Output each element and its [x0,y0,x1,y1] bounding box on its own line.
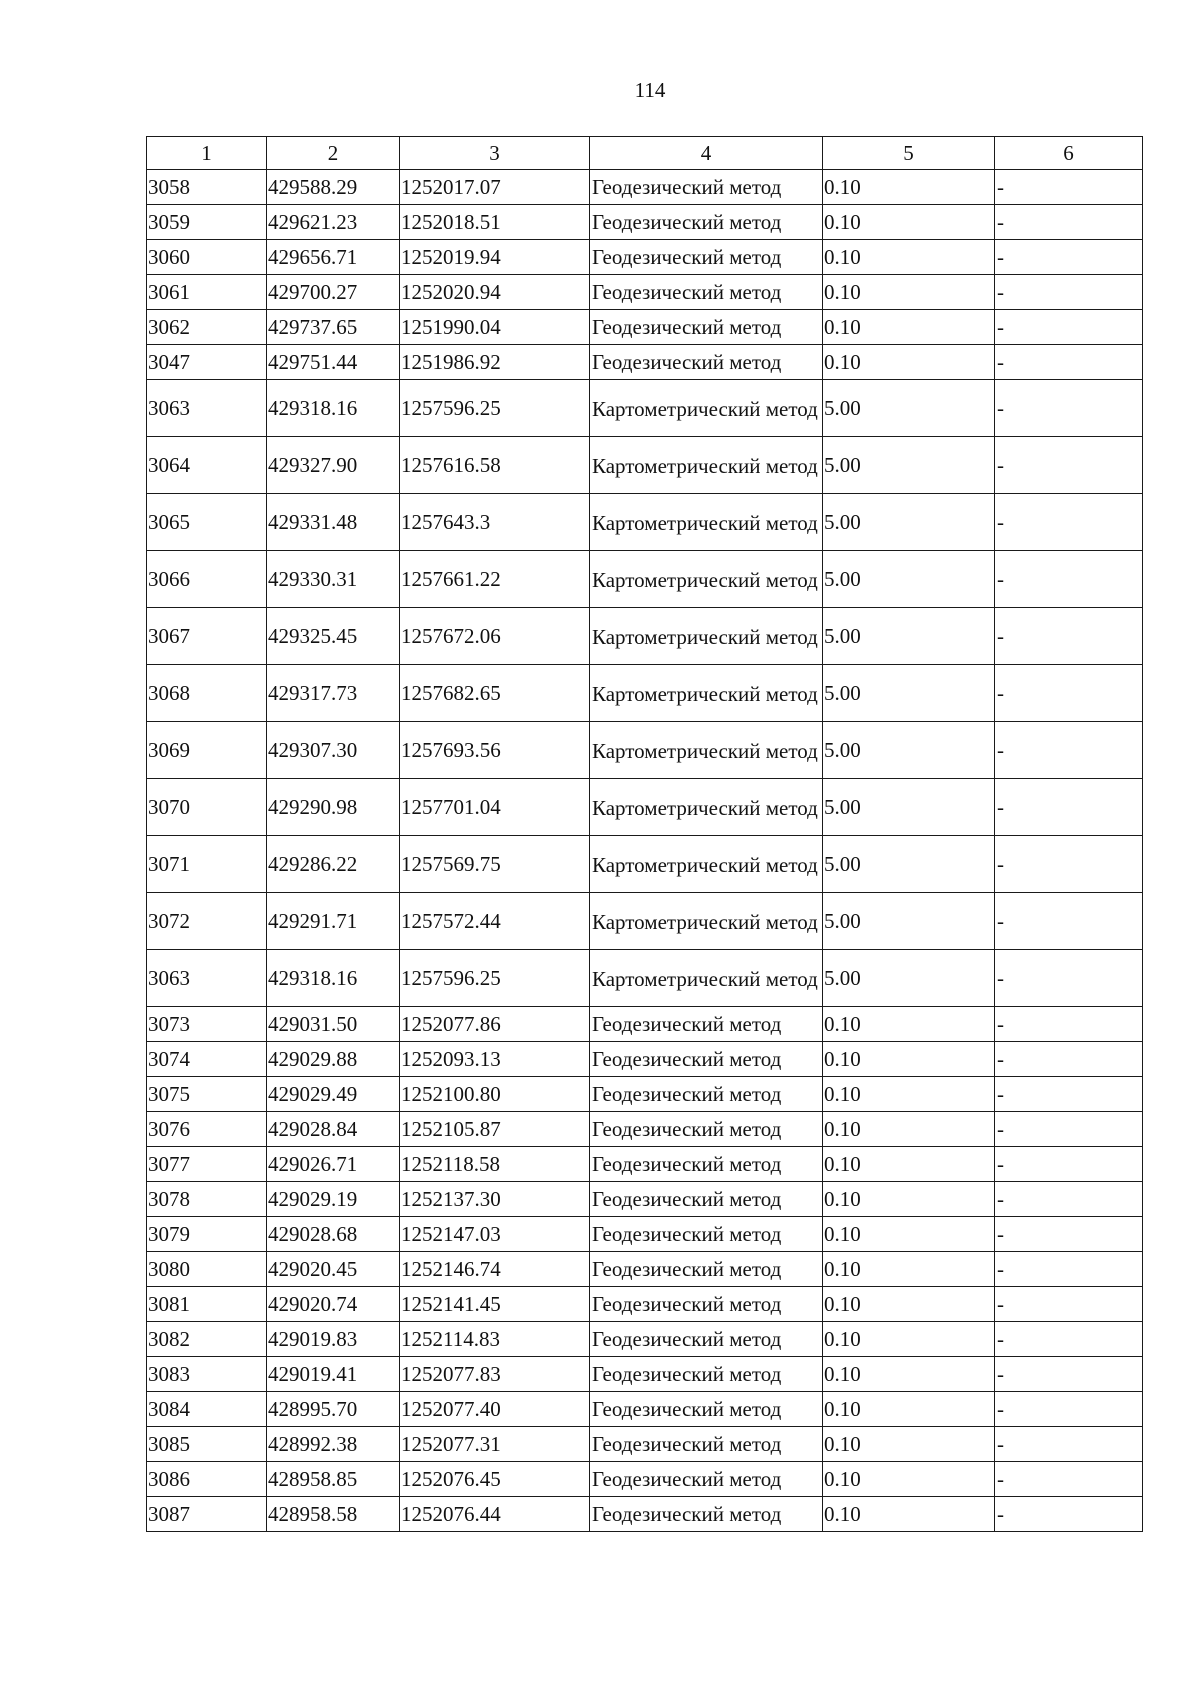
table-cell-c1: 3069 [147,722,267,779]
table-cell-c6: - [995,1217,1143,1252]
table-cell-c1: 3077 [147,1147,267,1182]
table-cell-c2: 429028.68 [267,1217,400,1252]
table-cell-c2: 429307.30 [267,722,400,779]
table-cell-c2: 429621.23 [267,205,400,240]
table-cell-c3: 1252077.31 [400,1427,590,1462]
table-cell-c4: Картометрический метод [590,836,823,893]
table-cell-c2: 429019.83 [267,1322,400,1357]
table-cell-c5: 5.00 [823,494,995,551]
table-cell-c3: 1257672.06 [400,608,590,665]
table-cell-c2: 429588.29 [267,170,400,205]
table-cell-c4: Геодезический метод [590,1427,823,1462]
table-header-row [147,137,1143,170]
header-cell: 6 [995,137,1143,170]
table-cell-c5: 5.00 [823,722,995,779]
table-cell-c6: - [995,310,1143,345]
table-row [147,893,1143,950]
table-cell-c3: 1252137.30 [400,1182,590,1217]
table-cell-c4: Геодезический метод [590,1287,823,1322]
table-cell-c4: Картометрический метод [590,494,823,551]
table-row [147,380,1143,437]
table-cell-c1: 3080 [147,1252,267,1287]
table-row [147,1042,1143,1077]
table-cell-c6: - [995,1147,1143,1182]
table-cell-c6: - [995,950,1143,1007]
table-cell-c3: 1252018.51 [400,205,590,240]
table-cell-c1: 3068 [147,665,267,722]
table-cell-c4: Картометрический метод [590,950,823,1007]
table-cell-c6: - [995,170,1143,205]
table-cell-c1: 3074 [147,1042,267,1077]
table-cell-c1: 3081 [147,1287,267,1322]
table-cell-c2: 428958.85 [267,1462,400,1497]
page-number: 114 [634,78,666,102]
table-cell-c3: 1257596.25 [400,380,590,437]
table-row [147,1217,1143,1252]
table-cell-c1: 3062 [147,310,267,345]
table-cell-c4: Геодезический метод [590,1112,823,1147]
table-cell-c1: 3061 [147,275,267,310]
header-cell: 2 [267,137,400,170]
table-row [147,1392,1143,1427]
table-cell-c3: 1257661.22 [400,551,590,608]
table-row [147,1427,1143,1462]
table-cell-c5: 0.10 [823,1112,995,1147]
table-cell-c6: - [995,893,1143,950]
table-cell-c3: 1252077.86 [400,1007,590,1042]
table-cell-c3: 1257572.44 [400,893,590,950]
table-cell-c1: 3075 [147,1077,267,1112]
table-cell-c3: 1257701.04 [400,779,590,836]
table-cell-c1: 3059 [147,205,267,240]
table-cell-c5: 0.10 [823,1427,995,1462]
table-row [147,1287,1143,1322]
header-cell: 5 [823,137,995,170]
table-row [147,205,1143,240]
table-cell-c6: - [995,1077,1143,1112]
table-cell-c1: 3084 [147,1392,267,1427]
table-cell-c3: 1252147.03 [400,1217,590,1252]
table-cell-c1: 3066 [147,551,267,608]
header-cell: 4 [590,137,823,170]
table-cell-c1: 3087 [147,1497,267,1532]
table-cell-c3: 1257682.65 [400,665,590,722]
table-cell-c6: - [995,722,1143,779]
table-cell-c6: - [995,665,1143,722]
table-cell-c2: 429029.19 [267,1182,400,1217]
table-cell-c4: Геодезический метод [590,1217,823,1252]
table-cell-c2: 429031.50 [267,1007,400,1042]
table-cell-c2: 428995.70 [267,1392,400,1427]
table-cell-c3: 1252020.94 [400,275,590,310]
table-cell-c3: 1251986.92 [400,345,590,380]
table-row [147,1252,1143,1287]
table-cell-c2: 429286.22 [267,836,400,893]
table-cell-c4: Картометрический метод [590,893,823,950]
table-cell-c3: 1257616.58 [400,437,590,494]
table-cell-c3: 1252076.45 [400,1462,590,1497]
table-cell-c5: 5.00 [823,779,995,836]
table-row [147,1007,1143,1042]
table-cell-c3: 1257693.56 [400,722,590,779]
table-cell-c4: Геодезический метод [590,1007,823,1042]
table-cell-c5: 0.10 [823,205,995,240]
table-cell-c5: 5.00 [823,551,995,608]
table-cell-c6: - [995,836,1143,893]
table-cell-c5: 0.10 [823,170,995,205]
table-cell-c2: 429290.98 [267,779,400,836]
table-cell-c6: - [995,494,1143,551]
table-cell-c4: Геодезический метод [590,205,823,240]
table-cell-c4: Картометрический метод [590,665,823,722]
table-cell-c5: 0.10 [823,1147,995,1182]
table-cell-c2: 429291.71 [267,893,400,950]
table-cell-c3: 1252118.58 [400,1147,590,1182]
table-cell-c2: 429318.16 [267,950,400,1007]
table-cell-c3: 1252017.07 [400,170,590,205]
table-cell-c5: 0.10 [823,345,995,380]
table-cell-c3: 1252100.80 [400,1077,590,1112]
table-row [147,170,1143,205]
table-row [147,437,1143,494]
table-cell-c4: Картометрический метод [590,551,823,608]
table-cell-c2: 429028.84 [267,1112,400,1147]
table-cell-c5: 0.10 [823,275,995,310]
table-cell-c2: 429019.41 [267,1357,400,1392]
table-row [147,1462,1143,1497]
table-cell-c5: 0.10 [823,1287,995,1322]
table-cell-c3: 1252077.83 [400,1357,590,1392]
table-row [147,1322,1143,1357]
table-row [147,1112,1143,1147]
table-cell-c2: 429029.88 [267,1042,400,1077]
table-cell-c2: 429317.73 [267,665,400,722]
table-cell-c4: Геодезический метод [590,1462,823,1497]
table-cell-c6: - [995,608,1143,665]
table-cell-c4: Геодезический метод [590,275,823,310]
table-cell-c1: 3070 [147,779,267,836]
table-cell-c2: 429026.71 [267,1147,400,1182]
table-cell-c4: Геодезический метод [590,1147,823,1182]
table-row [147,1182,1143,1217]
table-row [147,1497,1143,1532]
table-cell-c4: Геодезический метод [590,1392,823,1427]
table-cell-c2: 429318.16 [267,380,400,437]
table-cell-c3: 1252146.74 [400,1252,590,1287]
table-cell-c1: 3064 [147,437,267,494]
table-cell-c5: 0.10 [823,1357,995,1392]
table-cell-c3: 1252077.40 [400,1392,590,1427]
table-cell-c3: 1252105.87 [400,1112,590,1147]
table-cell-c6: - [995,1112,1143,1147]
table-cell-c5: 0.10 [823,1322,995,1357]
table-cell-c1: 3067 [147,608,267,665]
table-cell-c2: 428958.58 [267,1497,400,1532]
table-cell-c5: 0.10 [823,1462,995,1497]
table-cell-c3: 1252093.13 [400,1042,590,1077]
table-cell-c6: - [995,205,1143,240]
table-cell-c3: 1257643.3 [400,494,590,551]
table-cell-c4: Геодезический метод [590,1322,823,1357]
table-row [147,1077,1143,1112]
table-cell-c5: 0.10 [823,1182,995,1217]
table-cell-c1: 3082 [147,1322,267,1357]
table-cell-c4: Картометрический метод [590,608,823,665]
table-cell-c1: 3072 [147,893,267,950]
table-cell-c2: 429656.71 [267,240,400,275]
table-cell-c2: 429751.44 [267,345,400,380]
table-cell-c3: 1252141.45 [400,1287,590,1322]
table-row [147,665,1143,722]
table-cell-c6: - [995,1252,1143,1287]
table-cell-c4: Геодезический метод [590,1252,823,1287]
table-cell-c2: 429325.45 [267,608,400,665]
table-cell-c5: 0.10 [823,1007,995,1042]
table-cell-c1: 3063 [147,380,267,437]
table-cell-c6: - [995,1357,1143,1392]
table-cell-c5: 0.10 [823,240,995,275]
table-cell-c1: 3073 [147,1007,267,1042]
table-cell-c4: Геодезический метод [590,1042,823,1077]
table-cell-c4: Геодезический метод [590,170,823,205]
table-cell-c1: 3079 [147,1217,267,1252]
table-cell-c4: Картометрический метод [590,437,823,494]
table-cell-c5: 0.10 [823,310,995,345]
table-cell-c1: 3083 [147,1357,267,1392]
table-cell-c2: 429029.49 [267,1077,400,1112]
coordinates-table [146,136,1143,1532]
table-cell-c6: - [995,1287,1143,1322]
table-cell-c3: 1252114.83 [400,1322,590,1357]
table-cell-c3: 1252019.94 [400,240,590,275]
table-cell-c6: - [995,1497,1143,1532]
table-cell-c2: 429020.74 [267,1287,400,1322]
table-row [147,240,1143,275]
table-row [147,836,1143,893]
table-row [147,345,1143,380]
table-cell-c3: 1251990.04 [400,310,590,345]
table-cell-c6: - [995,1462,1143,1497]
header-cell: 1 [147,137,267,170]
table-cell-c5: 5.00 [823,893,995,950]
table-cell-c4: Картометрический метод [590,722,823,779]
table-cell-c3: 1257596.25 [400,950,590,1007]
table-row [147,722,1143,779]
table-row [147,494,1143,551]
table-cell-c6: - [995,1042,1143,1077]
table-cell-c6: - [995,1392,1143,1427]
table-cell-c6: - [995,345,1143,380]
table-cell-c2: 428992.38 [267,1427,400,1462]
table-cell-c5: 0.10 [823,1217,995,1252]
header-cell: 3 [400,137,590,170]
table-cell-c4: Геодезический метод [590,1077,823,1112]
table-cell-c5: 0.10 [823,1252,995,1287]
table-cell-c6: - [995,437,1143,494]
table-cell-c6: - [995,1182,1143,1217]
table-cell-c4: Геодезический метод [590,345,823,380]
table-cell-c6: - [995,240,1143,275]
table-cell-c5: 0.10 [823,1077,995,1112]
table-cell-c5: 5.00 [823,437,995,494]
table-cell-c5: 5.00 [823,665,995,722]
table-cell-c5: 5.00 [823,608,995,665]
table-cell-c6: - [995,1322,1143,1357]
table-cell-c2: 429737.65 [267,310,400,345]
table-cell-c5: 5.00 [823,950,995,1007]
table-row [147,950,1143,1007]
table-cell-c2: 429331.48 [267,494,400,551]
table-row [147,779,1143,836]
table-cell-c4: Картометрический метод [590,779,823,836]
table-cell-c4: Геодезический метод [590,1182,823,1217]
table-cell-c5: 0.10 [823,1042,995,1077]
table-cell-c2: 429700.27 [267,275,400,310]
table-cell-c3: 1257569.75 [400,836,590,893]
table-cell-c1: 3063 [147,950,267,1007]
table-cell-c1: 3058 [147,170,267,205]
table-cell-c4: Геодезический метод [590,1357,823,1392]
table-row [147,1147,1143,1182]
table-row [147,551,1143,608]
table-row [147,310,1143,345]
table-cell-c4: Геодезический метод [590,240,823,275]
table-cell-c6: - [995,551,1143,608]
table-cell-c1: 3047 [147,345,267,380]
table-cell-c1: 3078 [147,1182,267,1217]
table-cell-c1: 3076 [147,1112,267,1147]
table-cell-c3: 1252076.44 [400,1497,590,1532]
table-cell-c1: 3071 [147,836,267,893]
table-cell-c6: - [995,779,1143,836]
table-row [147,275,1143,310]
table-cell-c2: 429020.45 [267,1252,400,1287]
table-cell-c4: Геодезический метод [590,1497,823,1532]
table-cell-c1: 3065 [147,494,267,551]
table-cell-c1: 3085 [147,1427,267,1462]
table-cell-c5: 0.10 [823,1392,995,1427]
table-cell-c4: Картометрический метод [590,380,823,437]
table-cell-c1: 3086 [147,1462,267,1497]
table-cell-c4: Геодезический метод [590,310,823,345]
table-cell-c5: 0.10 [823,1497,995,1532]
table-cell-c5: 5.00 [823,836,995,893]
table-cell-c6: - [995,1427,1143,1462]
table-cell-c6: - [995,1007,1143,1042]
table-cell-c5: 5.00 [823,380,995,437]
table-cell-c1: 3060 [147,240,267,275]
table-cell-c2: 429330.31 [267,551,400,608]
table-row [147,1357,1143,1392]
table-row [147,608,1143,665]
table-cell-c6: - [995,275,1143,310]
table-cell-c6: - [995,380,1143,437]
table-cell-c2: 429327.90 [267,437,400,494]
